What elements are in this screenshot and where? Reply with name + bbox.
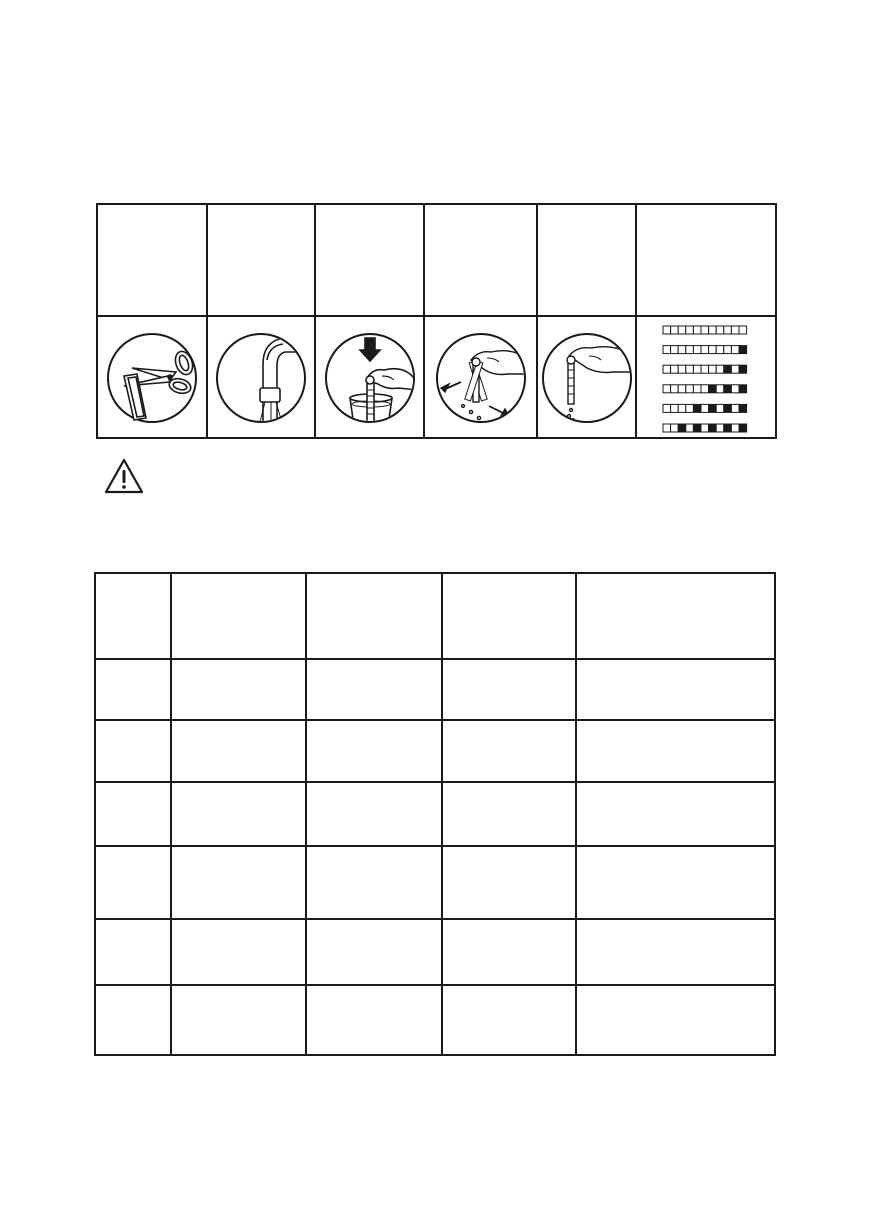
scale-cell-empty (693, 385, 701, 393)
scale-cell-empty (663, 404, 671, 412)
tap-water-running-icon (213, 330, 309, 426)
warning-text (160, 460, 760, 490)
scale-cell-empty (701, 424, 709, 432)
scale-cell-filled (709, 404, 717, 412)
scale-cell-empty (693, 346, 701, 354)
table-row-divider (96, 845, 774, 847)
scale-cell-empty (686, 385, 694, 393)
scale-cell-empty (701, 326, 709, 334)
scale-cell-filled (678, 424, 686, 432)
scale-cell-filled (724, 385, 732, 393)
scissors-cutting-strip-icon (104, 330, 200, 426)
scale-cell-empty (671, 346, 679, 354)
scale-cell-empty (731, 404, 739, 412)
scale-cell-empty (716, 346, 724, 354)
scale-cell-empty (716, 326, 724, 334)
scale-cell-empty (671, 424, 679, 432)
dip-strip-in-glass-icon (322, 330, 418, 426)
scale-cell-empty (716, 365, 724, 373)
hardness-bar-level-3 (663, 385, 747, 393)
shake-strip-icon (433, 330, 529, 426)
scale-cell-empty (678, 326, 686, 334)
table-header-cell (96, 574, 170, 658)
scale-cell-empty (731, 365, 739, 373)
scale-cell-empty (724, 346, 732, 354)
scale-cell-empty (678, 346, 686, 354)
scale-cell-filled (739, 404, 747, 412)
scale-cell-empty (671, 365, 679, 373)
step-6-picture (637, 317, 775, 439)
hardness-bar-level-4 (663, 404, 747, 412)
scale-cell-empty (686, 424, 694, 432)
scale-cell-empty (701, 385, 709, 393)
scale-cell-empty (693, 326, 701, 334)
scale-cell-filled (739, 346, 747, 354)
scale-cell-empty (709, 365, 717, 373)
scale-cell-empty (701, 404, 709, 412)
hardness-bar-level-1 (663, 346, 747, 354)
scale-cell-empty (739, 326, 747, 334)
scale-cell-empty (716, 424, 724, 432)
table-row-divider (96, 781, 774, 783)
scale-cell-empty (709, 326, 717, 334)
scale-cell-empty (671, 326, 679, 334)
scale-cell-filled (724, 365, 732, 373)
table-row-divider (96, 918, 774, 920)
table-header-cell (307, 574, 441, 658)
step-2-picture (208, 317, 314, 439)
scale-cell-empty (663, 424, 671, 432)
scale-cell-empty (671, 404, 679, 412)
hardness-scale-icon (661, 322, 751, 434)
scale-cell-empty (731, 346, 739, 354)
scale-cell-empty (724, 326, 732, 334)
step-3-picture (316, 317, 423, 439)
scale-cell-filled (739, 424, 747, 432)
scale-cell-filled (709, 424, 717, 432)
hardness-bar-level-2 (663, 365, 747, 373)
scale-cell-empty (731, 385, 739, 393)
scale-cell-empty (663, 346, 671, 354)
scale-cell-filled (739, 385, 747, 393)
scale-cell-filled (693, 424, 701, 432)
hardness-bar-level-5 (663, 424, 747, 432)
step-5-text (538, 205, 635, 315)
scale-cell-empty (678, 385, 686, 393)
scale-cell-empty (731, 424, 739, 432)
step-6-text (637, 205, 775, 315)
step-1-text (98, 205, 206, 315)
scale-cell-empty (686, 404, 694, 412)
scale-cell-empty (663, 326, 671, 334)
table-row-divider (96, 984, 774, 986)
scale-cell-empty (693, 365, 701, 373)
scale-cell-empty (731, 326, 739, 334)
hardness-bar-level-0 (663, 326, 747, 334)
table-header-cell (172, 574, 305, 658)
scale-cell-empty (686, 365, 694, 373)
scale-cell-filled (724, 404, 732, 412)
warning-triangle-icon (103, 457, 145, 495)
step-4-text (425, 205, 536, 315)
scale-cell-filled (739, 365, 747, 373)
scale-cell-empty (686, 326, 694, 334)
scale-cell-empty (671, 385, 679, 393)
table-header-cell (443, 574, 575, 658)
scale-cell-empty (678, 365, 686, 373)
step-4-picture (425, 317, 536, 439)
step-3-text (316, 205, 423, 315)
scale-cell-empty (716, 404, 724, 412)
results-table (94, 572, 776, 1056)
scale-cell-empty (663, 385, 671, 393)
table-row-divider (96, 658, 774, 660)
scale-cell-empty (716, 385, 724, 393)
scale-cell-filled (693, 404, 701, 412)
scale-cell-empty (678, 404, 686, 412)
test-procedure-table (96, 203, 777, 439)
step-1-picture (98, 317, 206, 439)
scale-cell-filled (724, 424, 732, 432)
step-5-picture (538, 317, 635, 439)
table-row-divider (96, 719, 774, 721)
scale-cell-filled (709, 385, 717, 393)
scale-cell-empty (709, 346, 717, 354)
hold-strip-icon (539, 330, 635, 426)
step-2-text (208, 205, 314, 315)
table-header-cell (577, 574, 774, 658)
scale-cell-empty (701, 365, 709, 373)
scale-cell-empty (701, 346, 709, 354)
scale-cell-empty (663, 365, 671, 373)
scale-cell-empty (686, 346, 694, 354)
